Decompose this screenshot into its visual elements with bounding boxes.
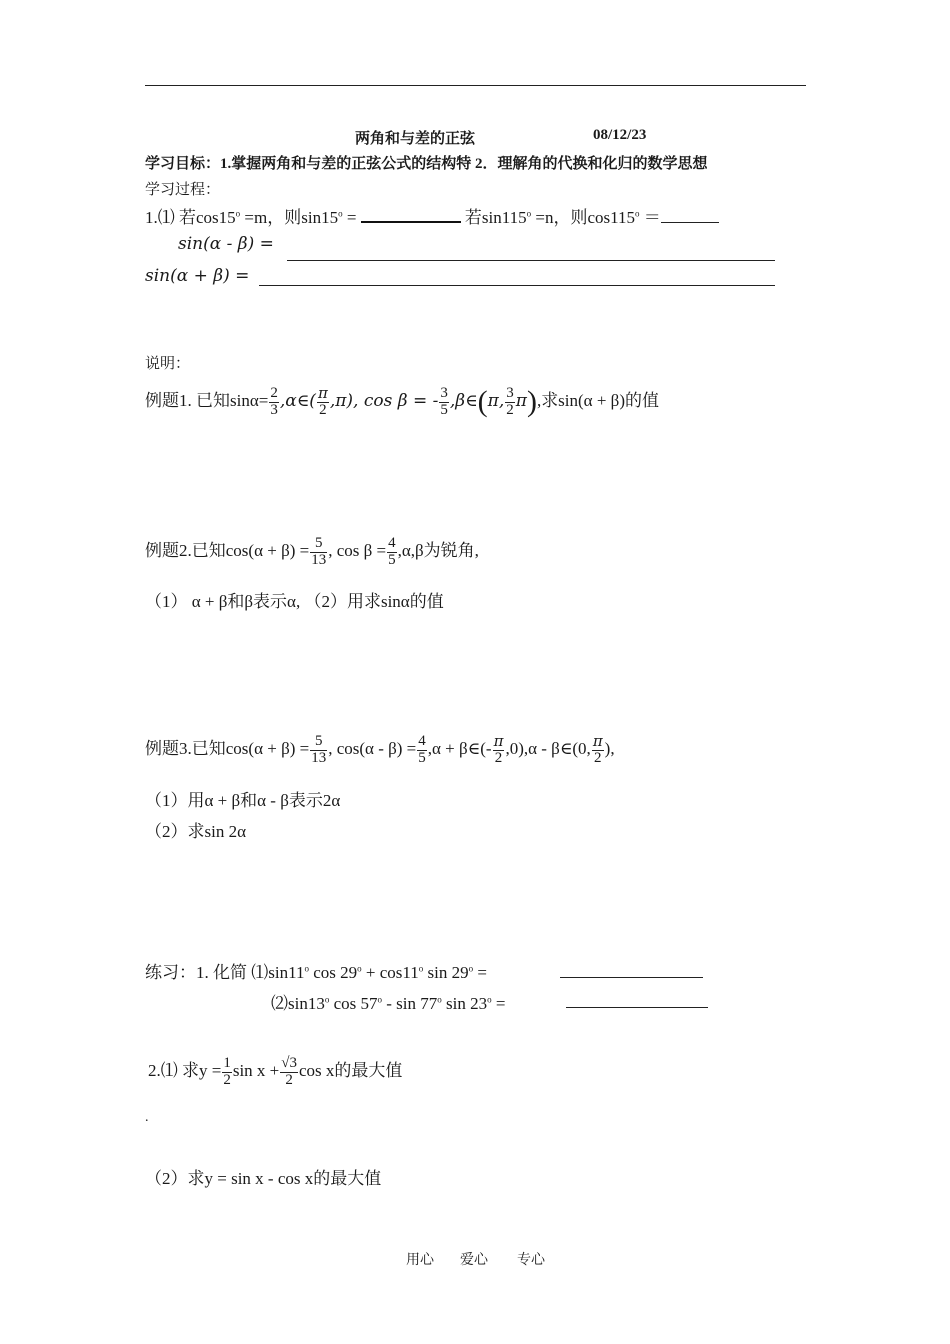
fraction: $\frac{3}{2}$: [506, 384, 514, 418]
fraction: $\frac{√3}{2}$: [281, 1055, 298, 1088]
footer-text-2: 爱心: [460, 1253, 488, 1268]
fraction: $\frac{3}{5}$: [440, 384, 448, 418]
fraction: $\frac{2}{3}$: [270, 384, 278, 418]
example-3: 例题3.已知cos(α + β) = $\frac{5}{13}$ , cos(α - β) = $\frac{4}{5}$ ,α + β∈(- $\frac{\pi}{2}$ ,0),α - β∈(0, $\frac{\pi}{2}$ ),: [145, 732, 615, 766]
fraction: $\frac{\pi}{2}$: [317, 383, 328, 418]
fraction: $\frac{5}{13}$: [311, 733, 327, 766]
fraction: $\frac{4}{5}$: [388, 535, 396, 568]
page-title: 两角和与差的正弦: [355, 131, 476, 147]
question-2-part-2: （2）求y = sin x - cos x的最大值: [145, 1169, 382, 1188]
fraction: $\frac{4}{5}$: [418, 733, 426, 766]
fraction: $\frac{\pi}{2}$: [493, 732, 504, 766]
right-paren: ): [526, 385, 537, 418]
question-1: 1.⑴ 若$\cos 15^o =m$，则$\sin 15^o$ = 若$\sin 115^o =n$，则$\cos 115^o$ ＝: [145, 203, 719, 228]
answer-blank-2[interactable]: [661, 206, 719, 223]
example-1: 例题1. 已知sinα= $\frac{2}{3}$ ,α∈( $\frac{\pi}{2}$ ,π), cos β = - $\frac{3}{5}$ ,β∈(π, $\frac{3}{2}$ π),求sin(α + β)的值: [145, 383, 659, 418]
learning-goal: 学习目标：1.掌握两角和与差的正弦公式的结构特 2．理解角的代换和化归的数学思想: [145, 156, 708, 172]
answer-line-sin-minus[interactable]: [287, 260, 775, 261]
fraction: $\frac{\pi}{2}$: [592, 732, 603, 766]
footer-text-1: 用心: [406, 1253, 434, 1268]
example-3-sub-1: （1）用α + β和α - β表示2α: [145, 791, 341, 810]
note-label: 说明：: [145, 356, 191, 372]
left-paren: (: [477, 385, 488, 418]
answer-line-practice-1a[interactable]: [560, 977, 703, 978]
example-2: 例题2.已知cos(α + β) = $\frac{5}{13}$ , cos β = $\frac{4}{5}$ ,α,β为锐角,: [145, 535, 479, 568]
footer-text-3: 专心: [517, 1253, 545, 1268]
fraction: $\frac{1}{2}$: [223, 1055, 231, 1088]
page-date: 08/12/23: [593, 127, 647, 143]
practice-1a: 练习：1. 化简 ⑴sin11$^o$ $\cos 29^o + \cos 11^o$ $\sin 29^o$ =: [145, 963, 487, 982]
formula-sin-plus: sin(α + β) =: [145, 266, 250, 286]
example-3-sub-2: （2）求sin 2α: [145, 822, 246, 841]
stray-dot: .: [145, 1110, 149, 1125]
answer-line-sin-plus[interactable]: [259, 285, 775, 286]
answer-line-practice-1b[interactable]: [566, 1007, 708, 1008]
practice-1b: ⑵sin13$^o$ cos 57$^o$ - sin 77$^o$ $\sin 23^o$ =: [271, 994, 506, 1013]
header-rule: [145, 85, 806, 86]
question-2-part-1: 2.⑴ 求y = $\frac{1}{2}$ sin x + $\frac{√3}{2}$ cos x的最大值: [148, 1055, 403, 1088]
example-2-subquestions: （1） α + β和β表示α, （2）用求sinα的值: [145, 592, 444, 611]
process-label: 学习过程：: [145, 182, 221, 198]
answer-blank-1[interactable]: [361, 209, 461, 223]
formula-sin-minus: sin(α - β) =: [178, 234, 274, 254]
fraction: $\frac{5}{13}$: [311, 535, 327, 568]
